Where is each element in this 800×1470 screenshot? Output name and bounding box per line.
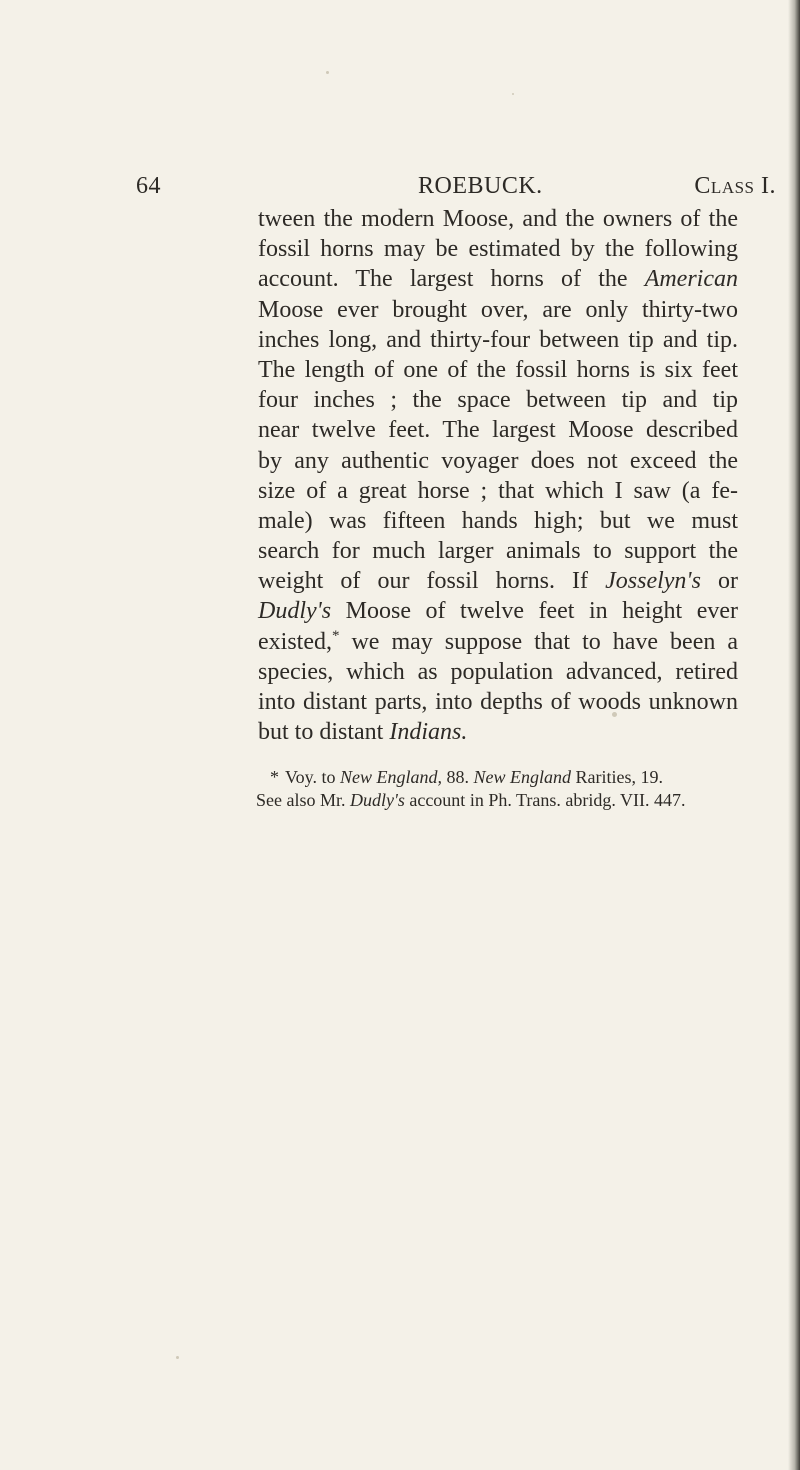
text-line: Moose ever brought over, are only thirty-two (258, 296, 738, 323)
italic-term: Dudly's (258, 598, 332, 625)
class-label: Class I. (694, 173, 776, 199)
text-line: near twelve feet. The largest Moose described (258, 417, 738, 444)
paper-speck (326, 71, 329, 74)
text-line: tween the modern Moose, and the owners of the (258, 206, 738, 232)
italic-term: Josselyn's (605, 568, 701, 595)
text-line: search for much larger animals to support the (258, 538, 738, 565)
paper-speck (512, 93, 514, 95)
footnote-line: * Voy. to New England, 88. New England Rarities, 19. (270, 767, 664, 787)
running-title: ROEBUCK. (418, 173, 543, 199)
text-line: weight of our fossil horns. If Josselyn's or (258, 568, 738, 595)
text-line: male) was fifteen hands high; but we must (258, 507, 738, 534)
text-line: species, which as population advanced, retired (258, 658, 738, 685)
text-line: size of a great horse ; that which I saw (a fe- (258, 477, 738, 504)
text-line: Dudly's Moose of twelve feet in height ever (258, 598, 738, 625)
text-line: inches long, and thirty-four between tip and tip. (258, 326, 738, 353)
text-line: by any authentic voyager does not exceed the (258, 447, 738, 474)
text-line: into distant parts, into depths of woods unknown (258, 689, 738, 715)
text-line: but to distant Indians. (258, 719, 468, 746)
footnote (256, 766, 740, 811)
footnote-mark: * (270, 767, 279, 787)
footnote-reference: * (331, 627, 340, 644)
text-line: account. The largest horns of the American (258, 266, 738, 293)
running-header (136, 169, 776, 203)
italic-term: American (644, 266, 738, 293)
page-number: 64 (136, 173, 161, 199)
text-line: The length of one of the fossil horns is six feet (258, 356, 738, 383)
text-line: existed,* we may suppose that to have been a (258, 627, 738, 655)
text-line: four inches ; the space between tip and tip (258, 387, 738, 414)
italic-term: Indians. (389, 719, 468, 746)
body-paragraph (258, 204, 738, 747)
text-line: fossil horns may be estimated by the following (258, 236, 738, 263)
paper-speck (176, 1356, 179, 1359)
page-edge-shadow (788, 0, 800, 1470)
footnote-line: See also Mr. Dudly's account in Ph. Trans. abridg. VII. 447. (256, 789, 686, 810)
